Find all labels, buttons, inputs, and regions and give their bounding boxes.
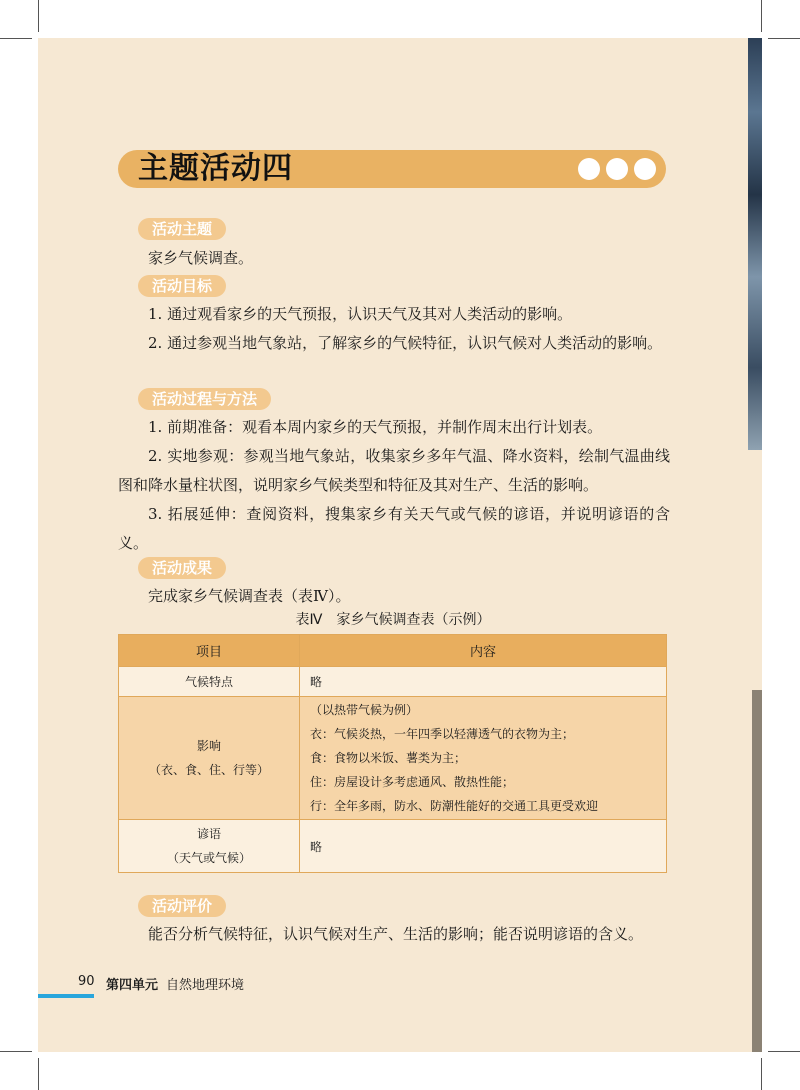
section-label-result: 活动成果 [138, 557, 226, 579]
table-row [119, 697, 667, 820]
crop-mark [38, 1058, 39, 1090]
photo-strip-top [748, 38, 762, 450]
goal-item-1: 1. 通过观看家乡的天气预报，认识天气及其对人类活动的影响。 [148, 305, 573, 323]
cell-line: 食：食物以米饭、薯类为主； [310, 751, 467, 765]
crop-mark [768, 1051, 800, 1052]
goal-item-2: 2. 通过参观当地气象站，了解家乡的气候特征，认识气候对人类活动的影响。 [148, 334, 663, 352]
cell-line: （天气或气候） [166, 851, 251, 865]
crop-mark [768, 38, 800, 39]
process-item-1: 1. 前期准备：观看本周内家乡的天气预报，并制作周末出行计划表。 [148, 418, 603, 436]
crop-mark [761, 0, 762, 32]
table-caption: 表Ⅳ 家乡气候调查表（示例） [295, 612, 491, 628]
cell-line: 影响 [196, 739, 221, 753]
section-label-process: 活动过程与方法 [138, 388, 271, 410]
table-cell-item [119, 820, 300, 873]
evaluation-text: 能否分析气候特征，认识气候对生产、生活的影响；能否说明谚语的含义。 [148, 925, 644, 943]
unit-title: 自然地理环境 [166, 978, 245, 993]
cell-line: 谚语 [196, 827, 221, 841]
crop-mark [38, 0, 39, 32]
table-cell-content: 略 [300, 820, 667, 873]
process-item-3: 3. 拓展延伸：查阅资料，搜集家乡有关天气或气候的谚语，并说明谚语的含义。 [118, 505, 670, 552]
table-row [119, 820, 667, 873]
cell-line: （衣、食、住、行等） [148, 763, 269, 777]
table-cell-content [300, 697, 667, 820]
process-item-2: 2. 实地参观：参观当地气象站，收集家乡多年气温、降水资料，绘制气温曲线图和降水量柱状图，说明家乡气候类型和特征及其对生产、生活的影响。 [118, 447, 670, 494]
result-text: 完成家乡气候调查表（表Ⅳ）。 [148, 587, 351, 605]
table-cell-item: 气候特点 [119, 667, 300, 697]
section-label-evaluation: 活动评价 [138, 895, 226, 917]
title-dots [578, 158, 656, 180]
section-label-goals: 活动目标 [138, 275, 226, 297]
table-header-row [119, 635, 667, 667]
climate-survey-table [118, 634, 667, 873]
table-header-item: 项目 [119, 635, 300, 667]
cell-line: 行：全年多雨，防水、防潮性能好的交通工具更受欢迎 [310, 799, 599, 813]
crop-mark [761, 1058, 762, 1090]
theme-text: 家乡气候调查。 [148, 249, 254, 267]
table-header-content: 内容 [300, 635, 667, 667]
table-cell-item [119, 697, 300, 820]
dot-icon [606, 158, 628, 180]
crop-mark [0, 1051, 32, 1052]
photo-strip-bottom [752, 690, 762, 1052]
page-number: 90 [78, 974, 95, 989]
dot-icon [634, 158, 656, 180]
dot-icon [578, 158, 600, 180]
cell-line: （以热带气候为例） [310, 703, 419, 717]
table-cell-content: 略 [300, 667, 667, 697]
page-title: 主题活动四 [138, 151, 293, 186]
crop-mark [0, 38, 32, 39]
section-label-theme: 活动主题 [138, 218, 226, 240]
unit-label: 第四单元 [106, 978, 159, 993]
cell-line: 衣：气候炎热，一年四季以轻薄透气的衣物为主； [310, 727, 575, 741]
footer-accent-line [38, 994, 94, 998]
cell-line: 住：房屋设计多考虑通风、散热性能； [310, 775, 515, 789]
table-row [119, 667, 667, 697]
